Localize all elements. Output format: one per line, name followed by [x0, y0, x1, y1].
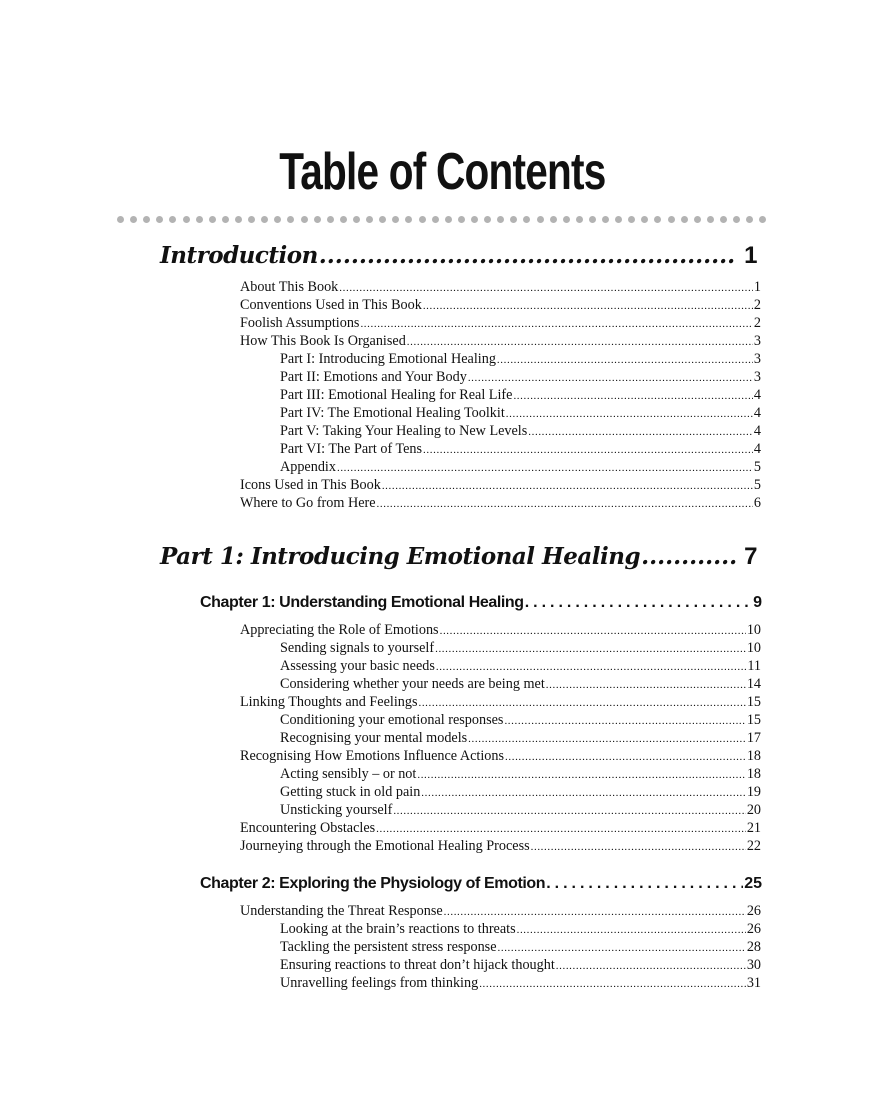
dotted-separator	[117, 214, 767, 224]
entry-label: About This Book	[240, 279, 339, 295]
page-number: 18	[746, 748, 761, 764]
dot-leader	[498, 938, 746, 957]
entry-label: Understanding the Threat Response	[240, 903, 443, 919]
entry-label: Conditioning your emotional responses	[280, 712, 504, 728]
toc-subentry[interactable]	[280, 711, 761, 730]
toc-entry[interactable]	[240, 278, 761, 297]
page-number: 20	[746, 802, 761, 818]
entry-label: Appreciating the Role of Emotions	[240, 622, 439, 638]
toc-subentry[interactable]	[280, 657, 761, 676]
page-number: 7	[744, 543, 757, 570]
dot-leader	[641, 543, 737, 570]
separator-dot	[130, 216, 137, 223]
dot-leader	[504, 711, 745, 730]
dot-leader	[556, 956, 746, 975]
dot-leader	[421, 783, 746, 802]
separator-dot	[589, 216, 596, 223]
toc-entry[interactable]	[240, 837, 761, 856]
dot-leader	[436, 657, 746, 676]
separator-dot	[379, 216, 386, 223]
entry-label: Part V: Taking Your Healing to New Levels	[280, 423, 528, 439]
entry-label: Part IV: The Emotional Healing Toolkit	[280, 405, 505, 421]
toc-entry[interactable]	[240, 693, 761, 712]
part-title: Introduction	[160, 242, 318, 269]
dot-leader	[513, 386, 752, 405]
toc-subentry[interactable]	[280, 765, 761, 784]
dot-leader	[339, 278, 753, 297]
separator-dot	[484, 216, 491, 223]
dot-leader	[360, 314, 752, 333]
separator-dot	[169, 216, 176, 223]
toc-entry[interactable]	[240, 621, 761, 640]
dot-leader	[506, 404, 753, 423]
separator-dot	[432, 216, 439, 223]
entry-label: Journeying through the Emotional Healing Process	[240, 838, 530, 854]
toc-entry[interactable]	[240, 819, 761, 838]
separator-dot	[301, 216, 308, 223]
toc-subentry[interactable]	[280, 729, 761, 748]
page-number: 31	[746, 975, 761, 991]
toc-subentry[interactable]	[280, 422, 761, 441]
page-number: 21	[746, 820, 761, 836]
separator-dot	[668, 216, 675, 223]
separator-dot	[143, 216, 150, 223]
separator-dot	[353, 216, 360, 223]
dot-leader	[525, 594, 752, 612]
entry-label: Unravelling feelings from thinking	[280, 975, 479, 991]
toc-entry[interactable]	[240, 494, 761, 513]
separator-dot	[746, 216, 753, 223]
page-number: 4	[753, 387, 761, 403]
toc-subentry[interactable]	[280, 404, 761, 423]
separator-dot	[196, 216, 203, 223]
entry-label: Sending signals to yourself	[280, 640, 435, 656]
dot-leader	[546, 875, 743, 893]
dot-leader	[468, 729, 746, 748]
separator-dot	[222, 216, 229, 223]
entry-label: Encountering Obstacles	[240, 820, 376, 836]
dot-leader	[407, 332, 753, 351]
entry-label: How This Book Is Organised	[240, 333, 406, 349]
page-number: 4	[753, 441, 761, 457]
dot-leader	[423, 296, 753, 315]
page-number: 15	[746, 712, 761, 728]
toc-entry[interactable]	[240, 747, 761, 766]
dot-leader	[393, 801, 746, 820]
dot-leader	[376, 819, 746, 838]
toc-subentry[interactable]	[280, 639, 761, 658]
toc-chapter-1[interactable]	[200, 594, 762, 612]
toc-entry[interactable]	[240, 332, 761, 351]
separator-dot	[602, 216, 609, 223]
toc-entry[interactable]	[240, 902, 761, 921]
separator-dot	[523, 216, 530, 223]
page-number: 11	[747, 658, 761, 674]
toc-subentry[interactable]	[280, 974, 761, 993]
dot-leader	[528, 422, 753, 441]
entry-label: Icons Used in This Book	[240, 477, 381, 493]
dot-leader	[435, 639, 746, 658]
toc-entry[interactable]	[240, 314, 761, 333]
separator-dot	[550, 216, 557, 223]
separator-dot	[392, 216, 399, 223]
entry-label: Where to Go from Here	[240, 495, 376, 511]
separator-dot	[563, 216, 570, 223]
separator-dot	[694, 216, 701, 223]
toc-subentry[interactable]	[280, 920, 761, 939]
separator-dot	[733, 216, 740, 223]
page-number: 30	[746, 957, 761, 973]
separator-dot	[497, 216, 504, 223]
page-number: 19	[746, 784, 761, 800]
toc-subentry[interactable]	[280, 783, 761, 802]
separator-dot	[405, 216, 412, 223]
toc-subentry[interactable]	[280, 350, 761, 369]
separator-dot	[366, 216, 373, 223]
toc-entry[interactable]	[240, 476, 761, 495]
page-number: 4	[753, 405, 761, 421]
toc-subentry[interactable]	[280, 938, 761, 957]
entry-label: Tackling the persistent stress response	[280, 939, 497, 955]
toc-chapter-2[interactable]	[200, 875, 762, 893]
separator-dot	[707, 216, 714, 223]
dot-leader	[531, 837, 746, 856]
entry-label: Part II: Emotions and Your Body	[280, 369, 467, 385]
separator-dot	[340, 216, 347, 223]
dot-leader	[418, 693, 745, 712]
entry-label: Getting stuck in old pain	[280, 784, 421, 800]
entry-label: Appendix	[280, 459, 336, 475]
separator-dot	[209, 216, 216, 223]
separator-dot	[261, 216, 268, 223]
page-number: 14	[746, 676, 761, 692]
separator-dot	[287, 216, 294, 223]
separator-dot	[419, 216, 426, 223]
part-title: Part 1: Introducing Emotional Healing	[160, 543, 641, 570]
entry-label: Acting sensibly – or not	[280, 766, 417, 782]
page-number: 5	[753, 477, 761, 493]
separator-dot	[654, 216, 661, 223]
dot-leader	[377, 494, 753, 513]
page-number: 26	[746, 903, 761, 919]
separator-dot	[327, 216, 334, 223]
toc-part-1[interactable]	[160, 543, 757, 571]
entry-label: Looking at the brain’s reactions to threats	[280, 921, 516, 937]
entry-label: Foolish Assumptions	[240, 315, 360, 331]
page-number: 2	[753, 315, 761, 331]
separator-dot	[537, 216, 544, 223]
page-number: 5	[753, 459, 761, 475]
separator-dot	[156, 216, 163, 223]
entry-label: Recognising How Emotions Influence Actions	[240, 748, 505, 764]
entry-label: Assessing your basic needs	[280, 658, 435, 674]
entry-label: Linking Thoughts and Feelings	[240, 694, 418, 710]
toc-part-introduction[interactable]	[160, 242, 757, 270]
dot-leader	[337, 458, 753, 477]
dot-leader	[546, 675, 746, 694]
separator-dot	[641, 216, 648, 223]
separator-dot	[248, 216, 255, 223]
page-number: 28	[746, 939, 761, 955]
entry-label: Ensuring reactions to threat don’t hijack thought	[280, 957, 555, 973]
separator-dot	[615, 216, 622, 223]
page-number: 18	[746, 766, 761, 782]
page-number: 1	[753, 279, 761, 295]
page-number: 10	[746, 622, 761, 638]
toc-subentry[interactable]	[280, 956, 761, 975]
page-number: 15	[746, 694, 761, 710]
separator-dot	[445, 216, 452, 223]
page-number: 25	[744, 875, 762, 892]
entry-label: Recognising your mental models	[280, 730, 468, 746]
separator-dot	[681, 216, 688, 223]
toc-subentry[interactable]	[280, 801, 761, 820]
separator-dot	[628, 216, 635, 223]
dot-leader	[417, 765, 745, 784]
separator-dot	[720, 216, 727, 223]
page-number: 6	[753, 495, 761, 511]
entry-label: Part I: Introducing Emotional Healing	[280, 351, 496, 367]
page-number: 3	[753, 333, 761, 349]
dot-leader	[468, 368, 753, 387]
page-number: 3	[753, 351, 761, 367]
separator-dot	[576, 216, 583, 223]
page-number: 10	[746, 640, 761, 656]
dot-leader	[517, 920, 746, 939]
dot-leader	[440, 621, 746, 640]
page-number: 4	[753, 423, 761, 439]
page-number: 1	[744, 242, 757, 269]
separator-dot	[314, 216, 321, 223]
page-number: 3	[753, 369, 761, 385]
separator-dot	[183, 216, 190, 223]
separator-dot	[274, 216, 281, 223]
toc-subentry[interactable]	[280, 675, 761, 694]
dot-leader	[423, 440, 753, 459]
page-number: 9	[753, 594, 762, 611]
chapter-title: Chapter 1: Understanding Emotional Healing	[200, 594, 524, 611]
page-number: 22	[746, 838, 761, 854]
entry-label: Unsticking yourself	[280, 802, 393, 818]
separator-dot	[510, 216, 517, 223]
entry-label: Conventions Used in This Book	[240, 297, 422, 313]
dot-leader	[382, 476, 753, 495]
dot-leader	[497, 350, 753, 369]
entry-label: Part III: Emotional Healing for Real Life	[280, 387, 513, 403]
separator-dot	[458, 216, 465, 223]
toc-entry[interactable]	[240, 296, 761, 315]
page-number: 26	[746, 921, 761, 937]
dot-leader	[319, 242, 737, 269]
separator-dot	[235, 216, 242, 223]
entry-label: Part VI: The Part of Tens	[280, 441, 423, 457]
toc-subentry[interactable]	[280, 368, 761, 387]
dot-leader	[505, 747, 746, 766]
separator-dot	[759, 216, 766, 223]
toc-subentry[interactable]	[280, 440, 761, 459]
separator-dot	[471, 216, 478, 223]
dot-leader	[479, 974, 746, 993]
page-title: Table of Contents	[279, 143, 606, 201]
page-number: 2	[753, 297, 761, 313]
dot-leader	[444, 902, 746, 921]
toc-subentry[interactable]	[280, 386, 761, 405]
separator-dot	[117, 216, 124, 223]
entry-label: Considering whether your needs are being met	[280, 676, 545, 692]
chapter-title: Chapter 2: Exploring the Physiology of Emotion	[200, 875, 546, 892]
toc-subentry[interactable]	[280, 458, 761, 477]
page-number: 17	[746, 730, 761, 746]
